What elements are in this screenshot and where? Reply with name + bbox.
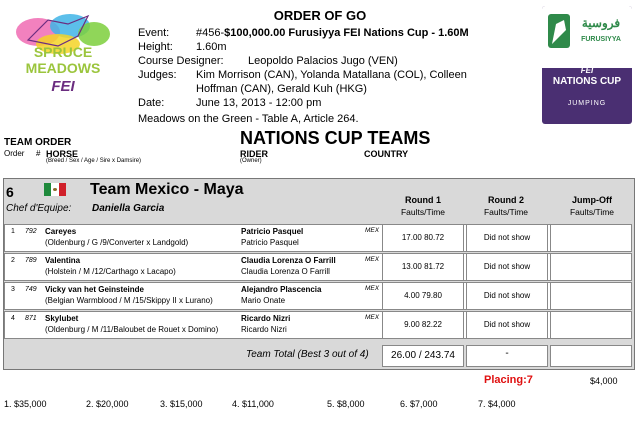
- round2-cell: Did not show: [466, 224, 548, 252]
- page-title: ORDER OF GO: [273, 8, 367, 23]
- logo-right-line1: NATIONS CUP: [552, 76, 622, 87]
- designer-label: Course Designer:: [138, 55, 224, 67]
- round2-cell: Did not show: [466, 311, 548, 339]
- prize-item: 5. $8,000: [327, 399, 365, 409]
- round1-cell: 9.00 82.22: [382, 311, 464, 339]
- team-order-heading: TEAM ORDER: [4, 137, 72, 148]
- col-horse: HORSE: [46, 149, 79, 159]
- owner-name: Patricio Pasquel: [241, 238, 299, 247]
- horse-details: (Oldenburg / M /11/Baloubet de Rouet x Domino): [45, 325, 219, 334]
- height-value: 1.60m: [196, 41, 227, 53]
- team-name: Team Mexico - Maya: [90, 181, 244, 198]
- entry-bib: 871: [25, 315, 37, 322]
- chef-name: Daniella Garcia: [92, 203, 165, 214]
- col-country: COUNTRY: [364, 149, 409, 159]
- team-total-value: 26.00 / 243.74: [382, 345, 464, 367]
- jumpoff-header: Jump-Off: [572, 195, 612, 205]
- logo-right-name: FURUSIYYA: [581, 36, 621, 43]
- owner-name: Ricardo Nizri: [241, 325, 287, 334]
- team-order-number: 6: [6, 184, 14, 200]
- round2-cell: Did not show: [466, 253, 548, 281]
- event-name: $100,000.00 Furusiyya FEI Nations Cup - 1.60M: [224, 27, 469, 39]
- section-title: NATIONS CUP TEAMS: [240, 128, 431, 148]
- col-owner-sub: (Owner): [240, 158, 262, 164]
- round2-sub: Faults/Time: [483, 207, 529, 217]
- round1-sub: Faults/Time: [400, 207, 446, 217]
- team-total-jumpoff: [550, 345, 632, 367]
- owner-name: Mario Onate: [241, 296, 286, 305]
- date-value: June 13, 2013 - 12:00 pm: [196, 97, 322, 109]
- round1-cell: 13.00 81.72: [382, 253, 464, 281]
- jumpoff-cell: [550, 224, 632, 252]
- logo-right-arabic: فروسية: [581, 16, 621, 30]
- designer-value: Leopoldo Palacios Jugo (VEN): [248, 55, 398, 67]
- rider-name: Patricio Pasquel: [241, 227, 304, 236]
- horse-name: Vicky van het Geinsteinde: [45, 285, 145, 294]
- col-horse-sub: (Breed / Sex / Age / Sire x Damsire): [46, 158, 142, 164]
- logo-right-fei: FEI: [580, 66, 594, 75]
- col-hash: #: [36, 149, 41, 158]
- horse-name: Valentina: [45, 256, 81, 265]
- entry-bib: 789: [25, 257, 37, 264]
- venue-text: Meadows on the Green - Table A, Article 264.: [138, 113, 359, 125]
- logo-left-text-2: MEADOWS: [25, 60, 101, 76]
- judges-line-2: Hoffman (CAN), Gerald Kuh (HKG): [196, 83, 367, 95]
- col-rider: RIDER: [240, 149, 269, 159]
- event-label: Event:: [138, 27, 170, 39]
- round1-cell: 4.00 79.80: [382, 282, 464, 310]
- prize-item: 1. $35,000: [4, 399, 47, 409]
- round1-header: Round 1: [405, 195, 441, 205]
- logo-right-top: [542, 6, 632, 68]
- country-code: MEX: [365, 227, 380, 234]
- entry-bib: 749: [25, 286, 37, 293]
- prize-item: 2. $20,000: [86, 399, 129, 409]
- prize-won: $4,000: [590, 376, 618, 386]
- horse-details: (Oldenburg / G /9/Converter x Landgold): [45, 238, 189, 247]
- horse-name: Skylubet: [45, 314, 79, 323]
- country-code: MEX: [365, 285, 380, 292]
- round1-cell: 17.00 80.72: [382, 224, 464, 252]
- entry-order: 2: [11, 257, 15, 264]
- country-code: MEX: [365, 314, 380, 321]
- jumpoff-cell: [550, 253, 632, 281]
- col-order: Order: [4, 149, 25, 158]
- round2-cell: Did not show: [466, 282, 548, 310]
- horse-details: (Holstein / M /12/Carthago x Lacapo): [45, 267, 176, 276]
- date-label: Date:: [138, 97, 165, 109]
- judges-label: Judges:: [138, 69, 177, 81]
- rider-name: Alejandro Plascencia: [241, 285, 322, 294]
- horse-details: (Belgian Warmblood / M /15/Skippy II x Lurano): [45, 296, 213, 305]
- mexico-flag-icon: [44, 183, 66, 196]
- jumpoff-cell: [550, 282, 632, 310]
- entry-order: 3: [11, 286, 15, 293]
- rider-name: Ricardo Nizri: [241, 314, 291, 323]
- furusiyya-nations-cup-logo: [542, 6, 632, 124]
- height-label: Height:: [138, 41, 173, 53]
- prize-item: 6. $7,000: [400, 399, 438, 409]
- judges-line-1: Kim Morrison (CAN), Yolanda Matallana (COL), Colleen: [196, 69, 467, 81]
- rider-name: Claudia Lorenza O Farrill: [241, 256, 336, 265]
- prize-item: 3. $15,000: [160, 399, 203, 409]
- event-number: #456-: [196, 27, 225, 39]
- country-code: MEX: [365, 256, 380, 263]
- logo-right-line2: JUMPING: [567, 100, 607, 107]
- horse-name: Careyes: [45, 227, 77, 236]
- prize-item: 7. $4,000: [478, 399, 516, 409]
- placing-label: Placing:7: [484, 374, 533, 386]
- owner-name: Claudia Lorenza O Farrill: [241, 267, 330, 276]
- jumpoff-sub: Faults/Time: [569, 207, 615, 217]
- prize-item: 4. $11,000: [232, 399, 274, 409]
- logo-left-fei: FEI: [51, 78, 75, 95]
- entry-order: 1: [11, 228, 15, 235]
- event-value: [196, 26, 469, 41]
- logo-left-text-1: SPRUCE: [33, 44, 93, 60]
- jumpoff-cell: [550, 311, 632, 339]
- entry-order: 4: [11, 315, 15, 322]
- team-total-label: Team Total (Best 3 out of 4): [246, 349, 369, 360]
- entry-bib: 792: [25, 228, 37, 235]
- team-total-round2: -: [466, 345, 548, 367]
- round2-header: Round 2: [488, 195, 524, 205]
- chef-label: Chef d'Equipe:: [6, 203, 72, 214]
